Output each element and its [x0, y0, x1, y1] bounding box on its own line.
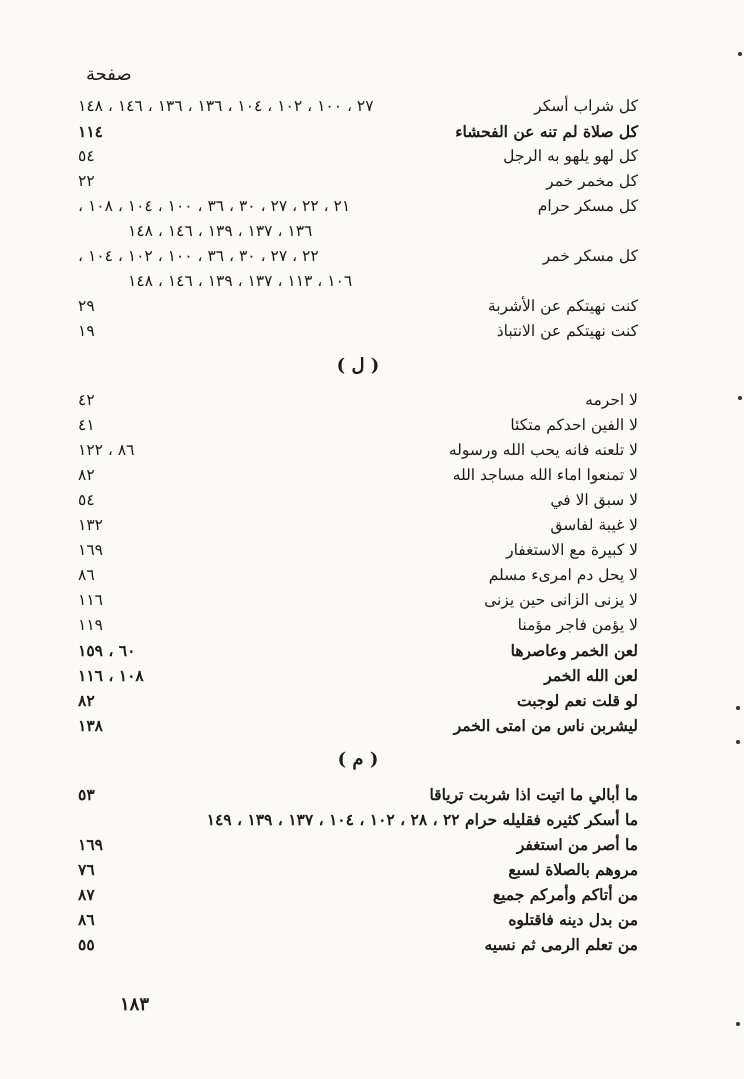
- entry-text: لا تمنعوا اماء الله مساجد الله: [452, 466, 638, 484]
- index-entry-row: [78, 438, 638, 463]
- entry-text: كل صلاة لم تنه عن الفحشاء: [455, 122, 638, 141]
- entry-page-numbers: ١٣٨: [78, 716, 103, 735]
- entry-page-numbers: ١١٦: [78, 591, 103, 609]
- entry-page-numbers: ١٦٩: [78, 541, 103, 559]
- scan-speck: [736, 1022, 740, 1026]
- index-entry-row: [78, 713, 638, 738]
- entry-text: لعن الخمر وعاصرها: [510, 641, 638, 660]
- scan-speck: [738, 52, 742, 56]
- entry-page-numbers: ١١٩: [78, 616, 103, 634]
- entry-page-numbers: ٧٦: [78, 860, 95, 879]
- entry-text: كل شراب أسكر: [534, 97, 638, 115]
- index-entry-row: [78, 807, 638, 832]
- index-entry-row: [78, 388, 638, 413]
- index-entry-row: [78, 857, 638, 882]
- index-entry-row: [78, 144, 638, 169]
- entry-text: لعن الله الخمر: [544, 666, 638, 685]
- entry-page-numbers: ٨٦: [78, 566, 95, 584]
- index-entry-row: [78, 907, 638, 932]
- entry-text: لا يزنى الزانى حين يزنى: [484, 591, 638, 609]
- entry-page-numbers: ١٦٩: [78, 835, 103, 854]
- entry-text: كل مسكر خمر: [542, 247, 638, 265]
- entry-page-numbers: ٢٢ ، ٢٧ ، ٣٠ ، ٣٦ ، ١٠٠ ، ١٠٢ ، ١٠٤ ،: [78, 247, 319, 265]
- entries-group-mim: [78, 782, 638, 957]
- index-entry-row: [78, 169, 638, 194]
- entry-text: كنت نهيتكم عن الانتباذ: [496, 322, 638, 340]
- index-entry-row: [78, 513, 638, 538]
- index-entry-row: [78, 463, 638, 488]
- scan-speck: [736, 740, 740, 744]
- entry-text: كنت نهيتكم عن الأشربة: [487, 297, 638, 315]
- index-entry-row: [78, 294, 638, 319]
- entry-text: لا غيبة لفاسق: [550, 516, 638, 534]
- entry-text: كل لهو يلهو به الرجل: [503, 147, 638, 165]
- index-entry-row: [78, 413, 638, 438]
- entry-page-numbers: ٥٤: [78, 147, 95, 165]
- index-entry-row: [78, 244, 638, 269]
- entry-text: ما أصر من استغفر: [516, 835, 638, 854]
- entry-page-numbers: ١٩: [78, 322, 95, 340]
- entry-page-numbers: ٨٧: [78, 885, 95, 904]
- entry-page-numbers: ٨٦ ، ١٢٢: [78, 441, 135, 459]
- entry-text: من أتاكم وأمركم جميع: [492, 885, 638, 904]
- entry-text: مروهم بالصلاة لسبع: [508, 860, 638, 879]
- index-entry-row: [78, 638, 638, 663]
- entry-text: ما أسكر كثيره فقليله حرام ٢٢ ، ٢٨ ، ١٠٢ ، ١٠٤ ، ١٣٧ ، ١٣٩ ، ١٤٩: [206, 810, 638, 829]
- entry-page-numbers: ٥٣: [78, 785, 95, 804]
- entry-page-numbers: ٨٢: [78, 691, 95, 710]
- entry-page-numbers: ٥٥: [78, 935, 95, 954]
- index-entry-row: [78, 94, 638, 119]
- index-entry-row: [78, 613, 638, 638]
- index-entry-row: [78, 319, 638, 344]
- index-entry-row: [78, 563, 638, 588]
- entry-text: كل مسكر حرام: [537, 197, 638, 215]
- entry-text: من تعلم الرمى ثم نسيه: [484, 935, 638, 954]
- entries-group-kaf: [78, 94, 638, 344]
- entry-page-numbers: ٢٩: [78, 297, 95, 315]
- entry-text: لا سبق الا في: [550, 491, 638, 509]
- page-number: ١٨٣: [120, 994, 150, 1015]
- entry-text: لا احرمه: [585, 391, 638, 409]
- entry-page-numbers: ١٠٦ ، ١١٣ ، ١٣٧ ، ١٣٩ ، ١٤٦ ، ١٤٨: [128, 272, 353, 290]
- entry-page-numbers: ٥٤: [78, 491, 95, 509]
- entry-page-numbers: ١١٤: [78, 122, 103, 141]
- entry-page-numbers: ١٠٨ ، ١١٦: [78, 666, 144, 685]
- entry-text: لو قلت نعم لوجبت: [517, 691, 638, 710]
- entry-text: لا كبيرة مع الاستغفار: [506, 541, 638, 559]
- entry-text: ما أبالي ما اتيت اذا شربت ترياقا: [429, 785, 638, 804]
- entry-text: لا تلعنه فانه يحب الله ورسوله: [448, 441, 638, 459]
- entry-page-numbers: ١٣٦ ، ١٣٧ ، ١٣٩ ، ١٤٦ ، ١٤٨: [128, 222, 313, 240]
- index-entry-row: [78, 688, 638, 713]
- scan-speck: [738, 396, 742, 400]
- index-entry-row: [78, 219, 638, 244]
- entry-text: لا الفين احدكم متكئا: [510, 416, 638, 434]
- index-entry-row: [78, 782, 638, 807]
- entry-text: من بدل دينه فاقتلوه: [508, 910, 638, 929]
- scan-speck: [736, 706, 740, 710]
- section-heading-mim: ( م ): [337, 749, 379, 770]
- index-entry-row: [78, 269, 638, 294]
- entry-page-numbers: ٤٢: [78, 391, 95, 409]
- index-entry-row: [78, 588, 638, 613]
- entry-page-numbers: ٢١ ، ٢٢ ، ٢٧ ، ٣٠ ، ٣٦ ، ١٠٠ ، ١٠٤ ، ١٠٨ ،: [78, 197, 351, 215]
- index-entry-row: [78, 119, 638, 144]
- index-entry-row: [78, 538, 638, 563]
- entry-page-numbers: ٦٠ ، ١٥٩: [78, 641, 136, 660]
- entry-text: لا يؤمن فاجر مؤمنا: [517, 616, 638, 634]
- entry-page-numbers: ١٣٢: [78, 516, 103, 534]
- index-entry-row: [78, 194, 638, 219]
- entry-page-numbers: ٨٦: [78, 910, 95, 929]
- entry-page-numbers: ٢٢: [78, 172, 95, 190]
- entry-page-numbers: ٨٢: [78, 466, 95, 484]
- section-heading-lam: ( ل ): [336, 355, 380, 376]
- index-entry-row: [78, 882, 638, 907]
- entry-text: كل مخمر خمر: [546, 172, 638, 190]
- entries-group-lam: [78, 388, 638, 738]
- index-entry-row: [78, 488, 638, 513]
- entry-page-numbers: ٢٧ ، ١٠٠ ، ١٠٢ ، ١٠٤ ، ١٣٦ ، ١٣٦ ، ١٤٦ ، ١٤٨: [78, 97, 374, 115]
- index-entries: [78, 94, 638, 957]
- index-entry-row: [78, 663, 638, 688]
- index-entry-row: [78, 932, 638, 957]
- index-entry-row: [78, 832, 638, 857]
- entry-page-numbers: ٤١: [78, 416, 95, 434]
- column-header-page: صفحة: [86, 64, 132, 85]
- entry-text: لا يحل دم امرىء مسلم: [488, 566, 638, 584]
- entry-text: ليشربن ناس من امتى الخمر: [453, 716, 638, 735]
